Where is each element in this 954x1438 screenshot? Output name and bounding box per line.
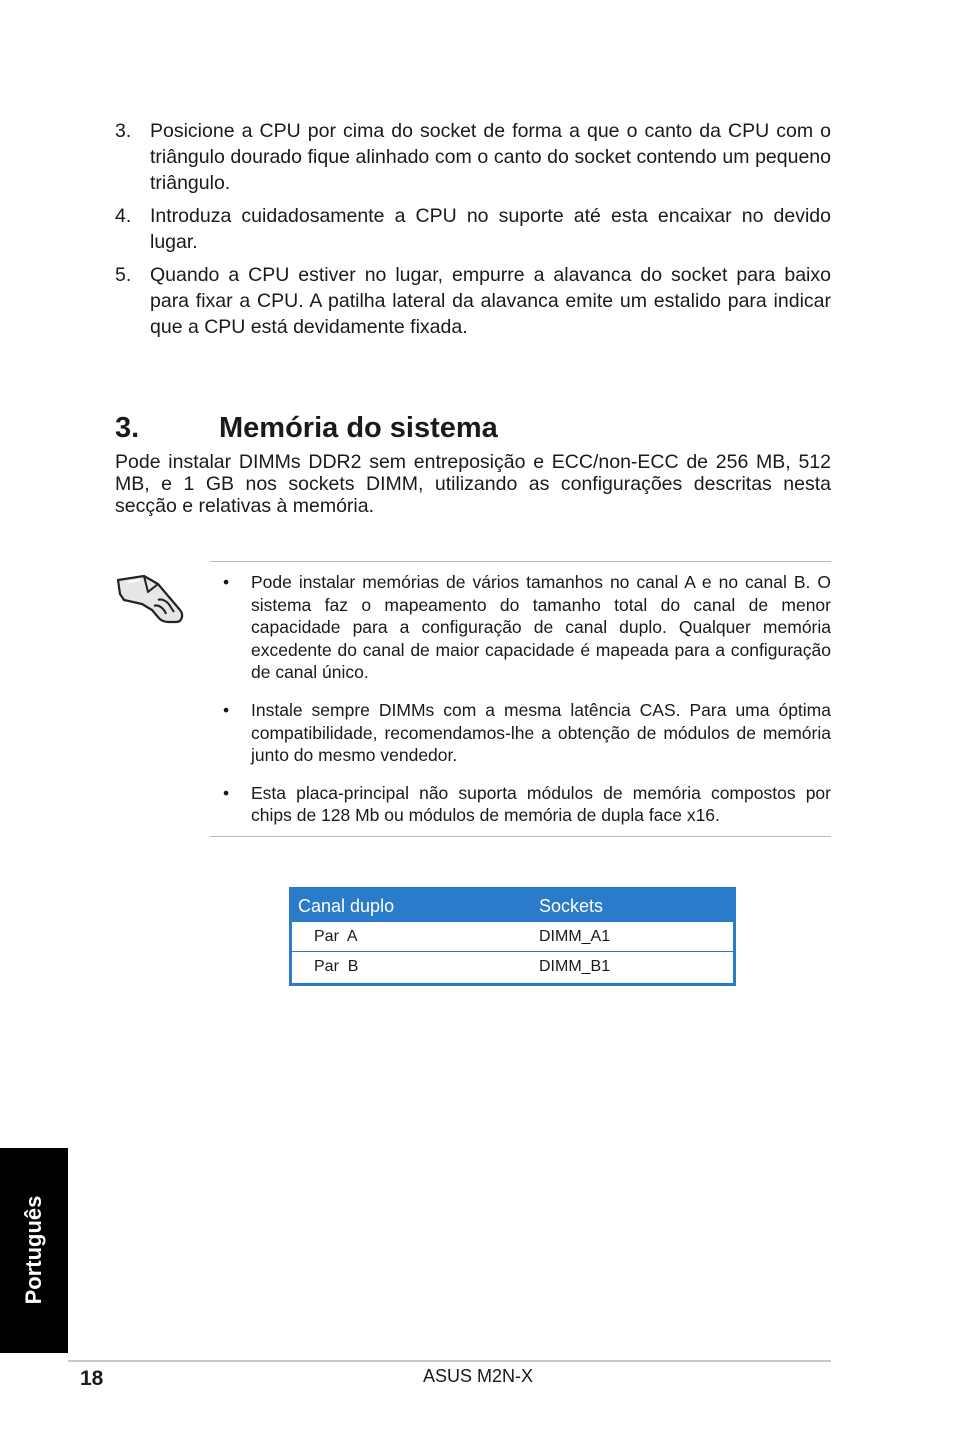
table-row xyxy=(292,952,733,981)
hand-note-icon xyxy=(114,570,186,626)
footer-divider xyxy=(68,1360,831,1362)
section-intro: Pode instalar DIMMs DDR2 sem entreposição e ECC/non-ECC de 256 MB, 512 MB, e 1 GB nos sockets DIMM, utilizando as configurações descritas nesta secção e relativas à memória. xyxy=(115,451,831,517)
socket-cell: DIMM_B1 xyxy=(539,957,611,975)
bullet-icon: • xyxy=(223,699,230,720)
section-title: Memória do sistema xyxy=(219,412,498,444)
language-label: Português xyxy=(21,1195,46,1305)
step-item xyxy=(115,262,831,340)
socket-cell: DIMM_A1 xyxy=(539,927,611,945)
header-sockets: Sockets xyxy=(539,895,604,916)
table-row xyxy=(292,922,733,952)
note-item xyxy=(210,782,831,827)
header-dual-channel: Canal duplo xyxy=(298,895,395,916)
table-header xyxy=(292,890,733,922)
memory-config-table xyxy=(289,887,736,986)
step-item xyxy=(115,203,831,255)
note-box xyxy=(210,561,831,837)
bullet-icon: • xyxy=(223,572,230,592)
step-number: 4. xyxy=(115,205,132,227)
step-text: Posicione a CPU por cima do socket de forma a que o canto da CPU com o triângulo dourado fique alinhado com o canto do socket contendo um pequeno triângulo. xyxy=(150,120,831,194)
step-text: Quando a CPU estiver no lugar, empurre a alavanca do socket para baixo para fixar a CPU. A patilha lateral da alavanca emite um estalido para indicar que a CPU está devidamente fixada. xyxy=(150,264,831,338)
installation-steps xyxy=(115,118,831,347)
note-item xyxy=(210,699,831,767)
step-text: Introduza cuidadosamente a CPU no suporte até esta encaixar no devido lugar. xyxy=(150,205,831,253)
language-side-tab xyxy=(0,1148,68,1353)
footer-title: ASUS M2N-X xyxy=(423,1366,534,1386)
pair-cell: Par B xyxy=(314,957,359,975)
note-text: Instale sempre DIMMs com a mesma latência CAS. Para uma óptima compatibilidade, recomendamos-lhe a obtenção de módulos de memória junto do mesmo vendedor. xyxy=(251,699,831,766)
bullet-icon: • xyxy=(223,782,230,803)
page-number: 18 xyxy=(80,1367,104,1390)
note-list xyxy=(210,571,831,842)
note-item xyxy=(210,571,831,684)
step-number: 5. xyxy=(115,264,132,286)
step-item xyxy=(115,118,831,196)
step-number: 3. xyxy=(115,120,132,142)
note-text: Esta placa-principal não suporta módulos de memória compostos por chips de 128 Mb ou módulos de memória de dupla face x16. xyxy=(251,782,831,826)
pair-cell: Par A xyxy=(314,927,358,945)
section-heading xyxy=(115,408,498,448)
section-number: 3. xyxy=(115,412,140,444)
note-text: Pode instalar memórias de vários tamanhos no canal A e no canal B. O sistema faz o mapeamento do tamanho total do canal de menor capacidade para a configuração de canal duplo. Qualquer memória excedente do canal de maior capacidade é mapeada para a configuração de canal único. xyxy=(251,572,831,683)
